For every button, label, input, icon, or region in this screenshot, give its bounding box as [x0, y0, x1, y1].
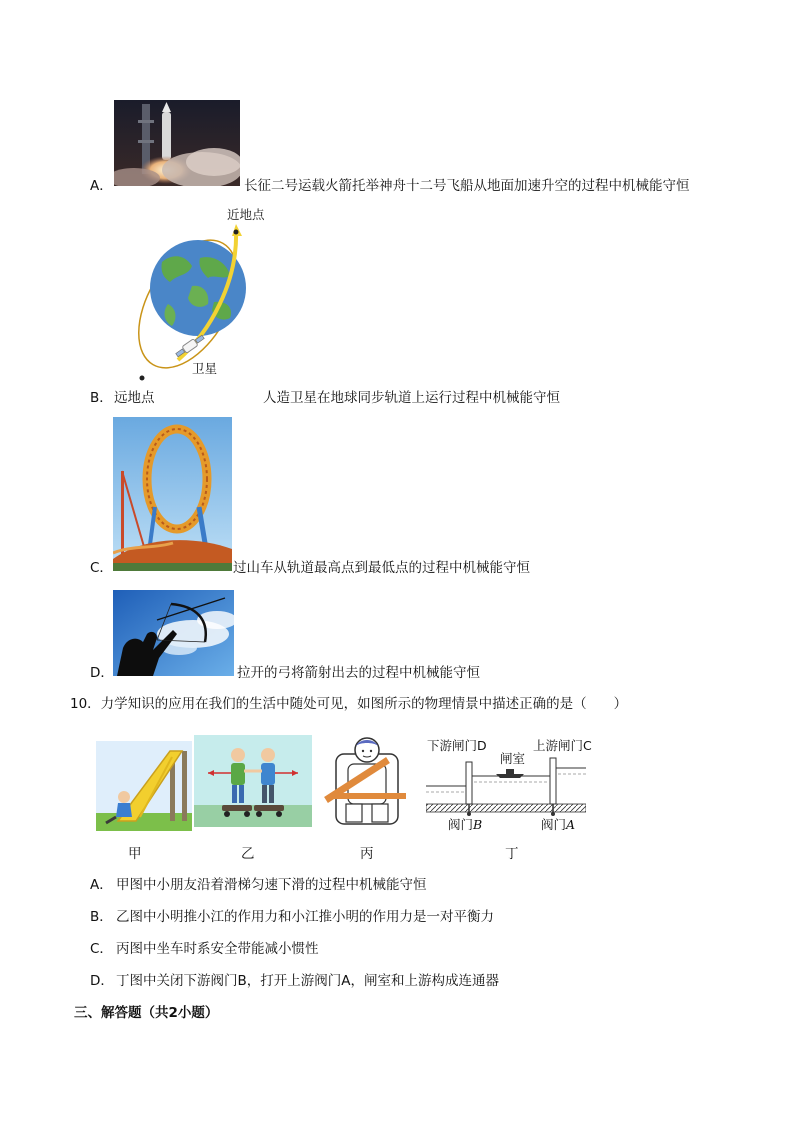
caption-yi: 乙 — [241, 846, 255, 862]
q10-option-d-letter: D． — [90, 973, 114, 989]
option-b-text: 人造卫星在地球同步轨道上运行过程中机械能守恒 — [263, 390, 560, 406]
caption-bing: 丙 — [360, 846, 374, 862]
caption-ding: 丁 — [505, 846, 519, 862]
q10-option-b-letter: B． — [90, 909, 113, 925]
satellite-label: 卫星 — [192, 361, 218, 376]
perigee-label: 近地点 — [227, 207, 265, 222]
option-b-letter: B． — [90, 390, 113, 406]
q10-option-a-letter: A． — [90, 877, 113, 893]
option-d-text: 拉开的弓将箭射出去的过程中机械能守恒 — [237, 665, 480, 681]
upstream-gate-label: 上游闸门C — [533, 738, 592, 753]
valve-a-label: 阀门A — [541, 817, 576, 832]
caption-jia: 甲 — [128, 846, 142, 862]
roller-coaster-photo — [113, 417, 232, 571]
option-d-letter: D． — [90, 665, 114, 681]
ship-lock-diagram — [426, 756, 586, 820]
chamber-label: 闸室 — [500, 751, 526, 766]
slide-figure — [96, 741, 192, 831]
push-figure — [194, 735, 312, 827]
option-c-letter: C． — [90, 560, 113, 576]
apogee-label: 远地点 — [114, 390, 155, 406]
archer-photo — [113, 590, 234, 676]
downstream-gate-label: 下游闸门D — [427, 738, 487, 753]
option-a-letter: A． — [90, 178, 113, 194]
q10-option-a-text: 甲图中小朋友沿着滑梯匀速下滑的过程中机械能守恒 — [116, 877, 427, 893]
q10-option-c-letter: C． — [90, 941, 113, 957]
q10-option-d-text: 丁图中关闭下游阀门B，打开上游阀门A，闸室和上游构成连通器 — [116, 973, 499, 989]
q10-option-c-text: 丙图中坐车时系安全带能减小惯性 — [116, 941, 319, 957]
section-3-title: 三、解答题（共2小题） — [74, 1005, 219, 1021]
question-10-stem: 10．力学知识的应用在我们的生活中随处可见，如图所示的物理情景中描述正确的是（ ） — [70, 696, 628, 712]
option-a-text: 长征二号运载火箭托举神舟十二号飞船从地面加速升空的过程中机械能守恒 — [244, 178, 690, 194]
q10-option-b-text: 乙图中小明推小江的作用力和小江推小明的作用力是一对平衡力 — [116, 909, 494, 925]
option-c-text: 过山车从轨道最高点到最低点的过程中机械能守恒 — [233, 560, 530, 576]
seatbelt-figure — [322, 734, 412, 826]
rocket-launch-photo — [114, 100, 240, 186]
valve-b-label: 阀门B — [448, 817, 483, 832]
